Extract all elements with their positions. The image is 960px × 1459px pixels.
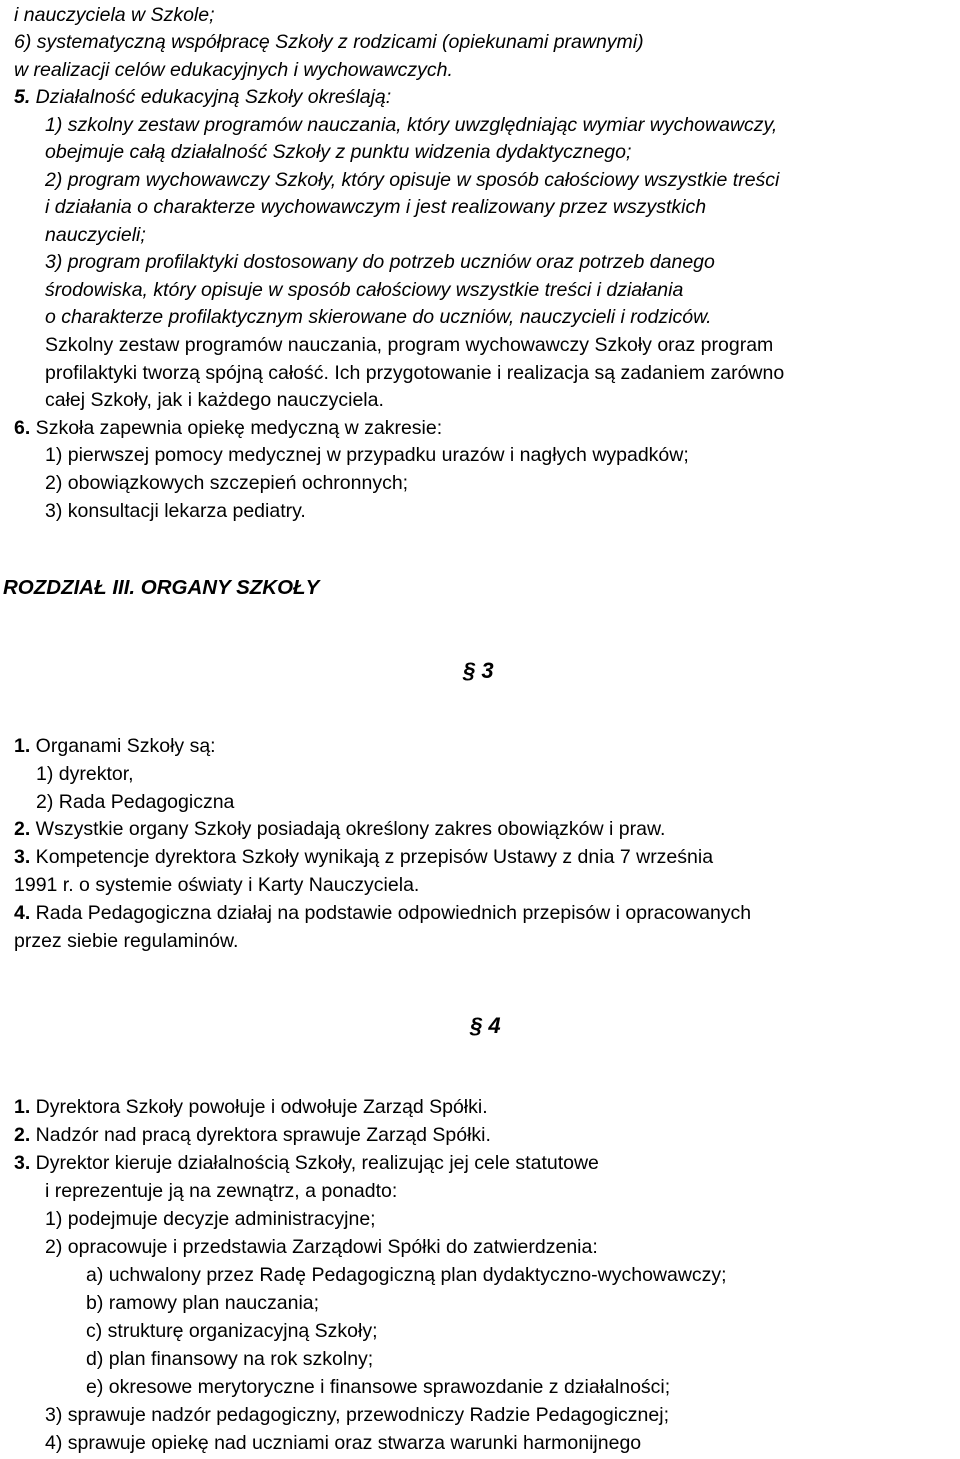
- text-line: 2) obowiązkowych szczepień ochronnych;: [45, 472, 409, 494]
- sub-list-item: a) uchwalony przez Radę Pedagogiczną plan dydaktyczno-wychowawczy;: [86, 1264, 727, 1286]
- list-item: [14, 904, 751, 924]
- paragraph-number: 6.: [14, 417, 31, 439]
- list-item: [14, 1154, 599, 1174]
- text-line: w realizacji celów edukacyjnych i wychowawczych.: [14, 59, 453, 81]
- sub-list-item: b) ramowy plan nauczania;: [86, 1292, 320, 1314]
- text-segment: Ich przygotowanie i realizacja są zadaniem zarówno: [328, 362, 785, 384]
- list-item: 1) podejmuje decyzje administracyjne;: [45, 1208, 376, 1230]
- paragraph-text: Dyrektor kieruje działalnością Szkoły, realizując jej cele statutowe: [30, 1152, 599, 1174]
- text-line: Szkolny zestaw programów nauczania, program wychowawczy Szkoły oraz program: [45, 334, 774, 356]
- paragraph-number: 5.: [14, 86, 31, 108]
- text-line: nauczycieli;: [45, 224, 146, 246]
- list-item: 2) Rada Pedagogiczna: [36, 791, 235, 813]
- sub-list-item: e) okresowe merytoryczne i finansowe sprawozdanie z działalności;: [86, 1376, 671, 1398]
- sub-list-item: d) plan finansowy na rok szkolny;: [86, 1348, 374, 1370]
- text-line: i reprezentuje ją na zewnątrz, a ponadto:: [45, 1180, 398, 1202]
- list-item: 3) sprawuje nadzór pedagogiczny, przewodniczy Radzie Pedagogicznej;: [45, 1404, 669, 1426]
- text-line: 3) program profilaktyki dostosowany do potrzeb uczniów oraz potrzeb danego: [45, 251, 715, 273]
- text-line: [45, 364, 784, 384]
- section-3-heading: [463, 660, 494, 682]
- text-line: całej Szkoły, jak i każdego nauczyciela.: [45, 389, 384, 411]
- paragraph-text: Działalność edukacyjną Szkoły określają:: [30, 86, 392, 108]
- paragraph-number: 1.: [14, 735, 31, 757]
- chapter-title: ROZDZIAŁ III. ORGANY SZKOŁY: [3, 576, 320, 599]
- section-sign: §: [463, 658, 476, 683]
- text-line: przez siebie regulaminów.: [14, 930, 239, 952]
- text-line: środowiska, który opisuje w sposób całościowy wszystkie treści i działania: [45, 279, 684, 301]
- text-line: i działania o charakterze wychowawczym i jest realizowany przez wszystkich: [45, 196, 707, 218]
- section-number: 3: [481, 658, 494, 683]
- list-item: 4) sprawuje opiekę nad uczniami oraz stwarza warunki harmonijnego: [45, 1432, 642, 1454]
- list-item: [14, 820, 665, 840]
- section-sign: §: [470, 1013, 483, 1038]
- text-line: obejmuje całą działalność Szkoły z punktu widzenia dydaktycznego;: [45, 141, 632, 163]
- text-line: 1991 r. o systemie oświaty i Karty Nauczyciela.: [14, 874, 420, 896]
- text-line: 6) systematyczną współpracę Szkoły z rodzicami (opiekunami prawnymi): [14, 31, 644, 53]
- paragraph-5-heading: [14, 88, 391, 108]
- list-item: [14, 737, 216, 757]
- paragraph-text: Nadzór nad pracą dyrektora sprawuje Zarząd Spółki.: [30, 1124, 491, 1146]
- text-line: 1) szkolny zestaw programów nauczania, który uwzględniając wymiar wychowawczy,: [45, 114, 778, 136]
- paragraph-text: Dyrektora Szkoły powołuje i odwołuje Zarząd Spółki.: [30, 1096, 488, 1118]
- paragraph-text: Rada Pedagogiczna działaj na podstawie odpowiednich przepisów i opracowanych: [30, 902, 752, 924]
- paragraph-number: 2.: [14, 818, 31, 840]
- text-line: i nauczyciela w Szkole;: [14, 4, 215, 26]
- text-line: 1) pierwszej pomocy medycznej w przypadku urazów i nagłych wypadków;: [45, 444, 689, 466]
- text-line: 3) konsultacji lekarza pediatry.: [45, 500, 306, 522]
- paragraph-number: 3.: [14, 1152, 31, 1174]
- paragraph-text: Kompetencje dyrektora Szkoły wynikają z przepisów Ustawy z dnia 7 września: [30, 846, 714, 868]
- list-item: [14, 1126, 491, 1146]
- list-item: 1) dyrektor,: [36, 763, 134, 785]
- paragraph-text: Wszystkie organy Szkoły posiadają określony zakres obowiązków i praw.: [30, 818, 666, 840]
- section-4-heading: [470, 1015, 501, 1037]
- list-item: [14, 848, 713, 868]
- sub-list-item: c) strukturę organizacyjną Szkoły;: [86, 1320, 378, 1342]
- paragraph-text: Organami Szkoły są:: [30, 735, 216, 757]
- paragraph-6-heading: [14, 419, 442, 439]
- text-line: o charakterze profilaktycznym skierowane do uczniów, nauczycieli i rodziców.: [45, 306, 712, 328]
- paragraph-number: 3.: [14, 846, 31, 868]
- list-item: [14, 1098, 488, 1118]
- text-line: 2) program wychowawczy Szkoły, który opisuje w sposób całościowy wszystkie treści: [45, 169, 780, 191]
- text-segment: profilaktyki tworzą spójną całość.: [45, 362, 329, 384]
- paragraph-number: 1.: [14, 1096, 31, 1118]
- paragraph-number: 2.: [14, 1124, 31, 1146]
- section-number: 4: [488, 1013, 501, 1038]
- paragraph-number: 4.: [14, 902, 31, 924]
- paragraph-text: Szkoła zapewnia opiekę medyczną w zakresie:: [30, 417, 443, 439]
- list-item: 2) opracowuje i przedstawia Zarządowi Spółki do zatwierdzenia:: [45, 1236, 598, 1258]
